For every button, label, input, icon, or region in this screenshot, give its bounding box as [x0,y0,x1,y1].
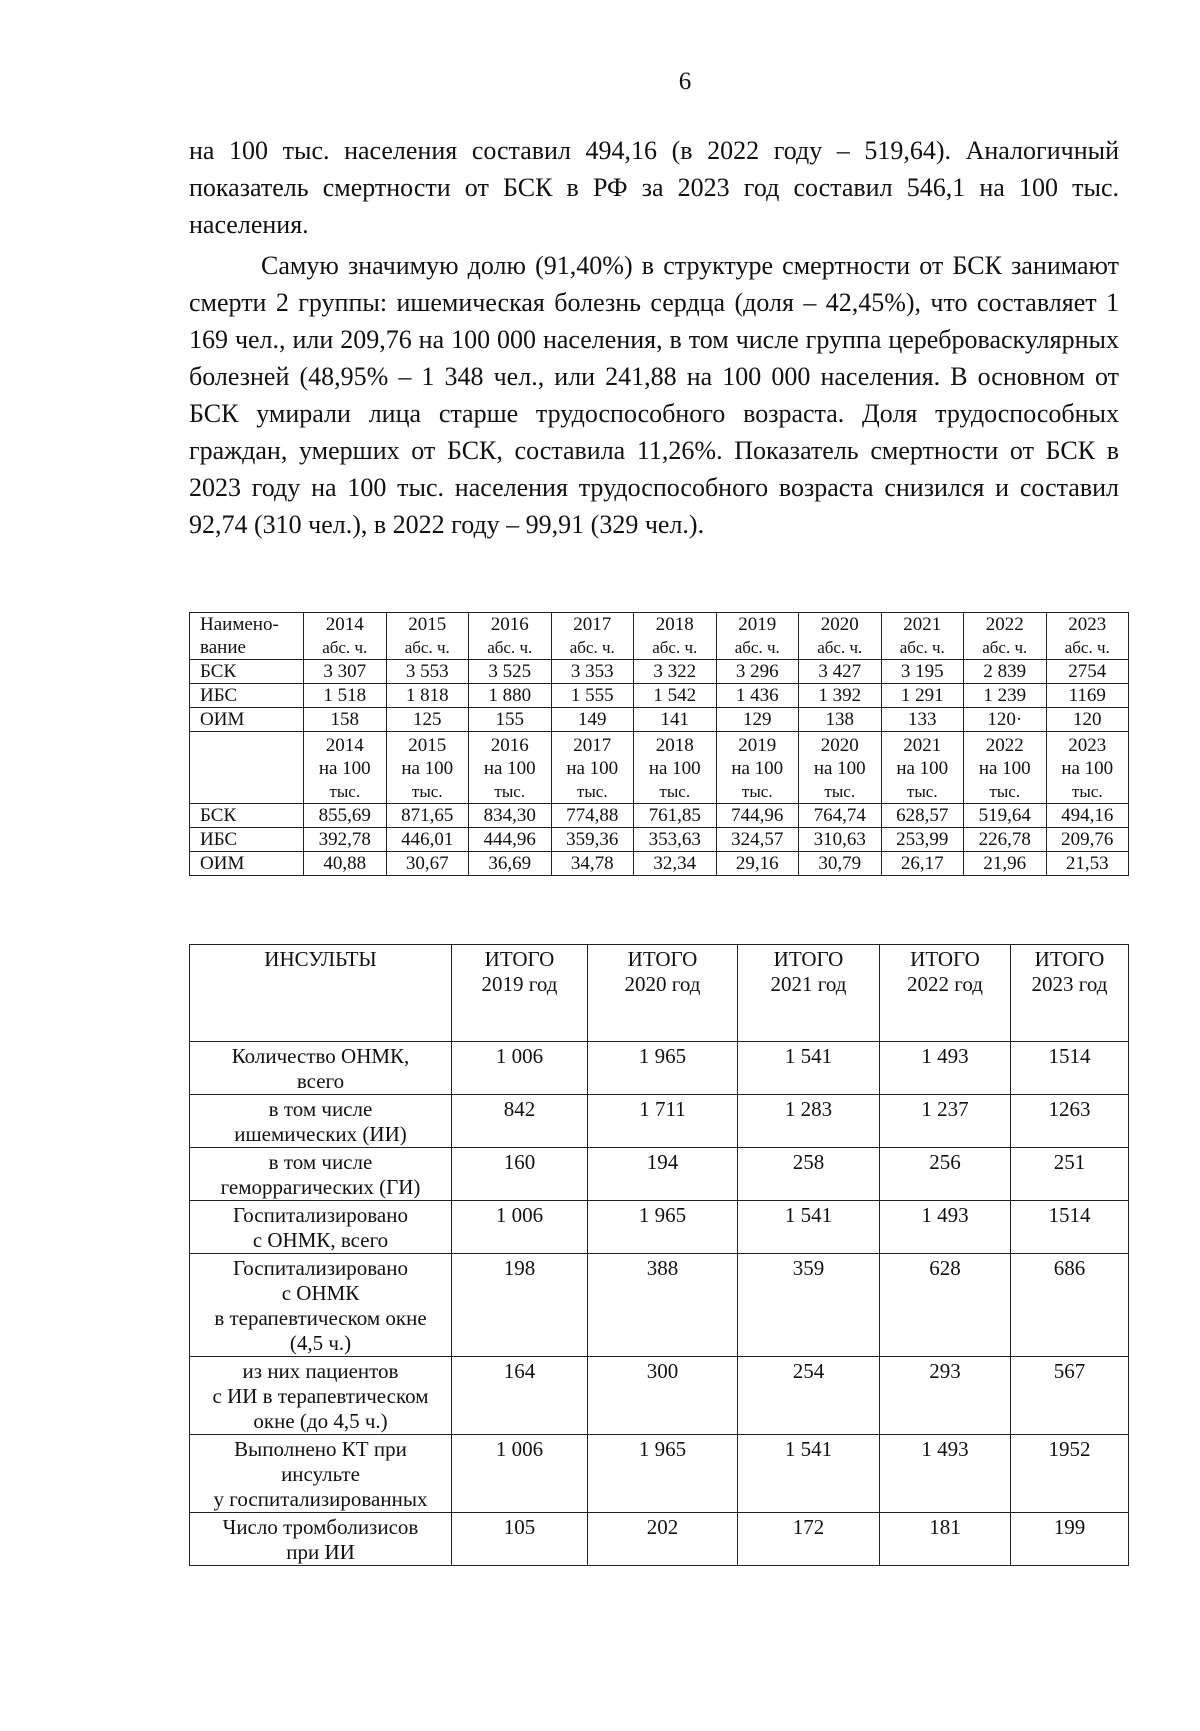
row-label [190,1435,452,1513]
year-label: 2019 год [481,972,558,996]
stroke-statistics-table [189,944,1129,1566]
year-header [551,732,634,804]
year-header [386,732,469,804]
total-year-header [452,945,588,1042]
row-label [190,1042,452,1095]
year-header [964,732,1047,804]
unit-label: абс. ч. [982,638,1028,657]
unit-label: тыс. [329,782,361,801]
table-cell: 120 [1046,708,1129,732]
row-label [190,1201,452,1254]
unit-label: на 100 [648,758,701,779]
table-cell: 1 006 [452,1201,588,1254]
unit-label: абс. ч. [569,638,615,657]
row-label-line: при ИИ [286,1540,355,1564]
table-cell: 1 493 [880,1042,1011,1095]
total-year-header [1011,945,1129,1042]
table-cell: 744,96 [716,804,799,828]
row-label-line: всего [296,1069,345,1093]
table-cell: 181 [880,1513,1011,1566]
table-cell: 1263 [1011,1095,1129,1148]
table-cell: 444,96 [469,828,552,852]
table-cell: 293 [880,1357,1011,1435]
table-cell: 2754 [1046,660,1129,684]
table-cell: 392,78 [304,828,387,852]
total-label: ИТОГО [1034,947,1105,971]
table-cell: 1 555 [551,684,634,708]
row-label: ИБС [190,684,304,708]
header-row-rate [190,732,1129,804]
row-label-line: с ИИ в терапевтическом [212,1384,429,1408]
table-cell: 1 818 [386,684,469,708]
unit-label: на 100 [731,758,784,779]
table-cell: 3 525 [469,660,552,684]
table-cell: 258 [738,1148,880,1201]
row-label [190,1148,452,1201]
name-header: Наимено-вание [190,613,304,660]
unit-label: на 100 [896,758,949,779]
paragraph-2: Самую значимую долю (91,40%) в структуре смертности от БСК занимают смерти 2 группы: ишемическая болезнь сердца (доля – 42,45%), что составляет 1 169 чел., или 209,76 на 100 000 населения, в том числе группа цереброваскулярных болезней (48,95% – 1 348 чел., или 241,88 на 100 000 населения. В основном от БСК умирали лица старше трудоспособного возраста. Доля трудоспособных граждан, умерших от БСК, составила 11,26%. Показатель смертности от БСК в 2023 году на 100 тыс. населения трудоспособного возраста снизился и составил 92,74 (310 чел.), в 2022 году – 99,91 (329 чел.). [189,251,1119,539]
table-cell: 226,78 [964,828,1047,852]
year-label: 2021 год [770,972,847,996]
unit-label: на 100 [813,758,866,779]
year-header [469,613,552,660]
unit-label: на 100 [483,758,536,779]
year-label: 2022 год [907,972,983,996]
table-cell: 158 [304,708,387,732]
table-row [190,1357,1129,1435]
unit-label: абс. ч. [899,638,945,657]
year-header [469,732,552,804]
table-cell: 3 195 [881,660,964,684]
row-label-line: из них пациентов [242,1359,399,1383]
row-label: ОИМ [190,852,304,876]
mortality-statistics-table [189,612,1129,876]
row-label-line: Количество ОНМК, [231,1044,410,1068]
table-cell: 1169 [1046,684,1129,708]
table-cell: 253,99 [881,828,964,852]
unit-label: тыс. [1071,782,1103,801]
table-cell: 1 237 [880,1095,1011,1148]
total-label: ИТОГО [627,947,698,971]
table-cell: 761,85 [634,804,717,828]
table-cell: 3 322 [634,660,717,684]
table-cell: 353,63 [634,828,717,852]
table-cell: 209,76 [1046,828,1129,852]
unit-label: на 100 [318,758,371,779]
year-header [304,613,387,660]
year-label: 2014 [325,614,364,635]
row-label-line: Госпитализировано [232,1203,408,1227]
total-label: ИТОГО [773,947,844,971]
unit-label: тыс. [494,782,526,801]
year-label: 2020 год [624,972,701,996]
table-cell: 21,96 [964,852,1047,876]
table-cell: 1 436 [716,684,799,708]
year-label: 2021 [903,735,942,756]
table-cell: 871,65 [386,804,469,828]
row-label [190,1357,452,1435]
table-cell: 1 542 [634,684,717,708]
table-cell: 3 307 [304,660,387,684]
unit-label: абс. ч. [404,638,450,657]
row-label-line: инсульте [281,1462,360,1486]
year-header [551,613,634,660]
year-label: 2016 [490,735,529,756]
table-cell: 1 283 [738,1095,880,1148]
year-label: 2023 [1068,735,1107,756]
row-label-line: у госпитализированных [213,1487,428,1511]
row-label [190,1513,452,1566]
table-cell: 202 [588,1513,738,1566]
row-label [190,1095,452,1148]
table-cell: 125 [386,708,469,732]
unit-label: тыс. [906,782,938,801]
paragraph-1: на 100 тыс. населения составил 494,16 (в 2022 году – 519,64). Аналогичный показатель смертности от БСК в РФ за 2023 год составил 546,1 на 100 тыс. населения. [189,136,1119,239]
row-label: ИБС [190,828,304,852]
strokes-title: ИНСУЛЬТЫ [190,945,452,1042]
table-cell: 3 553 [386,660,469,684]
year-header [304,732,387,804]
table-row [190,828,1129,852]
year-header [386,613,469,660]
unit-label: абс. ч. [817,638,863,657]
table-row [190,852,1129,876]
table-cell: 251 [1011,1148,1129,1201]
row-label-line: (4,5 ч.) [289,1331,352,1355]
table-cell: 1 880 [469,684,552,708]
table-cell: 199 [1011,1513,1129,1566]
table-cell: 155 [469,708,552,732]
year-header [634,613,717,660]
year-label: 2017 [573,735,612,756]
table-cell: 519,64 [964,804,1047,828]
unit-label: абс. ч. [1064,638,1110,657]
unit-label: тыс. [659,782,691,801]
unit-label: на 100 [1061,758,1114,779]
table-row [190,1201,1129,1254]
table-cell: 30,79 [799,852,882,876]
total-year-header [738,945,880,1042]
table-cell: 567 [1011,1357,1129,1435]
table-row [190,684,1129,708]
table-cell: 3 353 [551,660,634,684]
table-cell: 120· [964,708,1047,732]
year-header [799,732,882,804]
row-label-line: с ОНМК, всего [252,1228,389,1252]
table-cell: 1 541 [738,1201,880,1254]
year-header [799,613,882,660]
row-label: БСК [190,804,304,828]
table-row [190,804,1129,828]
table-cell: 36,69 [469,852,552,876]
year-label: 2019 [738,735,777,756]
table-cell: 133 [881,708,964,732]
table-cell: 256 [880,1148,1011,1201]
year-header [964,613,1047,660]
table-cell: 1 493 [880,1435,1011,1513]
row-label-line: Выполнено КТ при [234,1437,407,1461]
table-cell: 842 [452,1095,588,1148]
unit-label: тыс. [411,782,443,801]
table-cell: 1 965 [588,1435,738,1513]
table-cell: 686 [1011,1254,1129,1357]
year-header [716,613,799,660]
unit-label: на 100 [401,758,454,779]
total-label: ИТОГО [484,947,555,971]
unit-label: абс. ч. [652,638,698,657]
table-cell: 149 [551,708,634,732]
table-cell: 834,30 [469,804,552,828]
table-cell: 32,34 [634,852,717,876]
page-number: 6 [678,68,692,95]
row-label-line: Госпитализировано [232,1256,408,1280]
table-row [190,1513,1129,1566]
table-cell: 141 [634,708,717,732]
year-label: 2018 [655,735,694,756]
table-row [190,1254,1129,1357]
year-label: 2017 [573,614,612,635]
table-cell: 1 518 [304,684,387,708]
table-cell: 1 965 [588,1042,738,1095]
body-text [189,132,1119,543]
table-cell: 172 [738,1513,880,1566]
row-label-line: в терапевтическом окне [214,1306,427,1330]
table-cell: 3 427 [799,660,882,684]
table-cell: 774,88 [551,804,634,828]
table-row [190,1042,1129,1095]
table-cell: 1 965 [588,1201,738,1254]
total-year-header [588,945,738,1042]
table-cell: 40,88 [304,852,387,876]
year-header [881,613,964,660]
unit-label: тыс. [989,782,1021,801]
table-row [190,660,1129,684]
table-cell: 1 392 [799,684,882,708]
table-cell: 254 [738,1357,880,1435]
year-label: 2018 [655,614,694,635]
table-cell: 194 [588,1148,738,1201]
table-cell: 198 [452,1254,588,1357]
table-cell: 764,74 [799,804,882,828]
table-cell: 1 541 [738,1435,880,1513]
year-label: 2022 [985,614,1024,635]
table-cell: 628 [880,1254,1011,1357]
table-cell: 1 711 [588,1095,738,1148]
row-label [190,1254,452,1357]
year-header [716,732,799,804]
table-cell: 1514 [1011,1042,1129,1095]
year-label: 2023 год [1031,972,1108,996]
row-label-line: ишемических (ИИ) [234,1122,407,1146]
table-cell: 34,78 [551,852,634,876]
unit-label: на 100 [566,758,619,779]
table-cell: 29,16 [716,852,799,876]
year-header [881,732,964,804]
table-cell: 1 239 [964,684,1047,708]
table-cell: 628,57 [881,804,964,828]
table-cell: 446,01 [386,828,469,852]
table-cell: 138 [799,708,882,732]
unit-label: тыс. [741,782,773,801]
table-cell: 160 [452,1148,588,1201]
table-cell: 359 [738,1254,880,1357]
unit-label: абс. ч. [322,638,368,657]
unit-label: абс. ч. [734,638,780,657]
year-label: 2020 [820,614,859,635]
table-cell: 1952 [1011,1435,1129,1513]
year-label: 2020 [820,735,859,756]
table-cell: 164 [452,1357,588,1435]
table-row [190,1095,1129,1148]
table-cell: 26,17 [881,852,964,876]
row-label-line: в том числе [268,1097,373,1121]
year-label: 2014 [325,735,364,756]
unit-label: на 100 [978,758,1031,779]
table-row [190,1435,1129,1513]
table-cell: 105 [452,1513,588,1566]
year-header [1046,732,1129,804]
table-cell: 388 [588,1254,738,1357]
empty-cell [190,732,304,804]
table-cell: 310,63 [799,828,882,852]
table-row [190,708,1129,732]
year-header [634,732,717,804]
year-label: 2015 [408,735,447,756]
row-label-line: в том числе [268,1150,373,1174]
row-label-line: окне (до 4,5 ч.) [253,1409,388,1433]
table-cell: 1 291 [881,684,964,708]
year-label: 2019 [738,614,777,635]
table-cell: 129 [716,708,799,732]
table-cell: 3 296 [716,660,799,684]
total-label: ИТОГО [910,947,980,971]
row-label-line: геморрагических (ГИ) [220,1175,421,1199]
total-year-header [880,945,1011,1042]
unit-label: тыс. [824,782,856,801]
table-cell: 1 006 [452,1435,588,1513]
year-label: 2015 [408,614,447,635]
unit-label: тыс. [576,782,608,801]
table-cell: 359,36 [551,828,634,852]
year-label: 2016 [490,614,529,635]
table-cell: 494,16 [1046,804,1129,828]
year-header [1046,613,1129,660]
year-label: 2021 [903,614,942,635]
table-cell: 855,69 [304,804,387,828]
year-label: 2022 [985,735,1024,756]
table-cell: 324,57 [716,828,799,852]
unit-label: абс. ч. [487,638,533,657]
row-label: БСК [190,660,304,684]
table-cell: 300 [588,1357,738,1435]
table-cell: 21,53 [1046,852,1129,876]
header-row-absolute [190,613,1129,660]
row-label-line: Число тромболизисов [222,1515,419,1539]
table-cell: 2 839 [964,660,1047,684]
table-cell: 1514 [1011,1201,1129,1254]
row-label: ОИМ [190,708,304,732]
table-cell: 1 006 [452,1042,588,1095]
year-label: 2023 [1068,614,1107,635]
table-cell: 1 541 [738,1042,880,1095]
table-row [190,1148,1129,1201]
table-cell: 1 493 [880,1201,1011,1254]
table-cell: 30,67 [386,852,469,876]
row-label-line: с ОНМК [281,1281,360,1305]
